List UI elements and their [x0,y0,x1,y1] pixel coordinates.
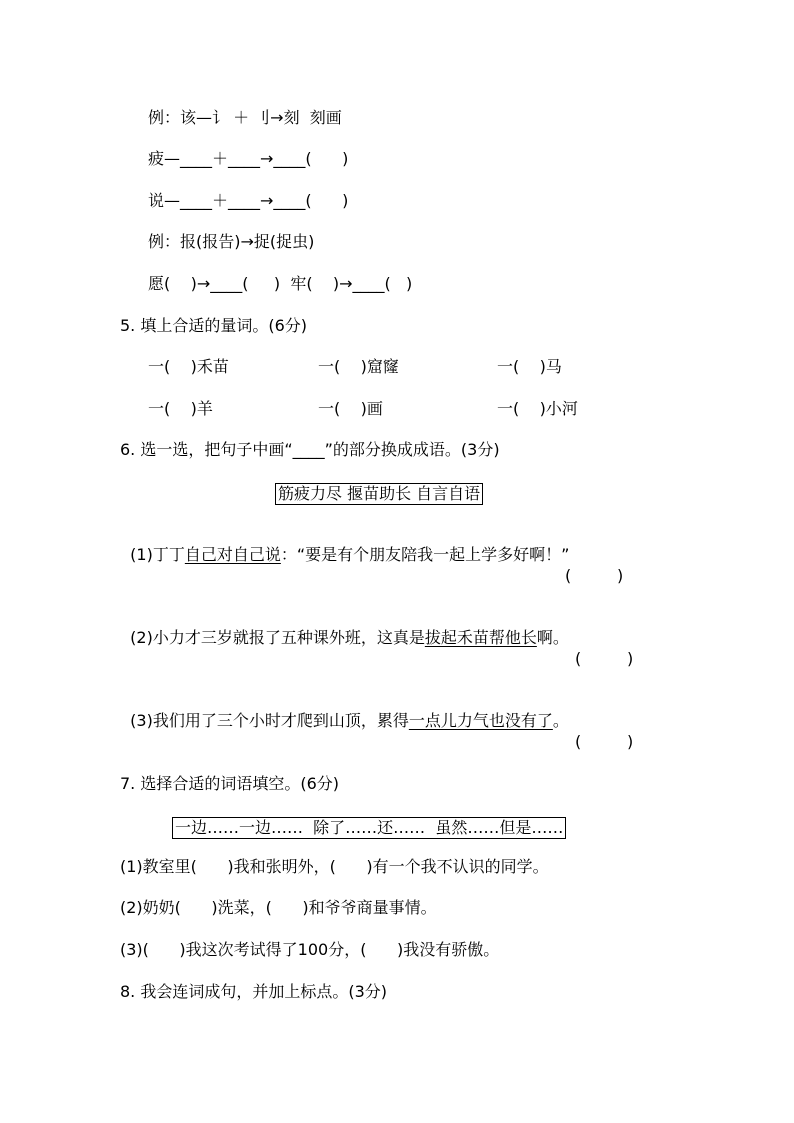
question-7-title: 7. 选择合适的词语填空。(6分) [120,774,340,793]
q6-s2-post: 啊。 [536,628,569,647]
q6-s1-pre: (1)丁丁 [130,545,185,564]
q5-item: 一( )马 [497,357,562,376]
q7-options-box: 一边……一边…… 除了……还…… 虽然……但是…… [172,817,566,839]
q6-s1-underlined: 自己对自己说 [184,545,281,564]
q6-sentence-1 [120,525,569,565]
q6-s3-pre: (3)我们用了三个小时才爬到山顶，累得 [130,711,409,730]
q5-item: 一( )禾苗 [148,357,229,376]
q6-answer-3: ( ) [575,732,634,751]
q7-sentence-1: (1)教室里( )我和张明外，( )有一个我不认识的同学。 [120,857,549,876]
q6-sentence-2 [120,608,569,648]
line-yuan-lao: 愿( )→____( ) 牢( )→____( ) [148,274,413,293]
q7-sentence-2: (2)奶奶( )洗菜，( )和爷爷商量事情。 [120,898,437,917]
q6-s2-underlined: 拔起禾苗帮他长 [424,628,537,647]
line-pi: 疲—____＋____→____( ) [148,149,349,168]
q6-s3-post: 。 [552,711,569,730]
q7-sentence-3: (3)( )我这次考试得了100分，( )我没有骄傲。 [120,940,500,959]
question-6-title: 6. 选一选，把句子中画“____”的部分换成成语。(3分) [120,440,500,459]
q5-item: 一( )小河 [497,399,578,418]
line-example-1: 例：该—讠 ＋ 刂→刻 刻画 [148,108,342,127]
q6-sentence-3 [120,691,569,731]
q6-s2-pre: (2)小力才三岁就报了五种课外班，这真是 [130,628,425,647]
line-shuo: 说—____＋____→____( ) [148,191,349,210]
q6-s1-post: ：“要是有个朋友陪我一起上学多好啊！” [280,545,570,564]
q6-answer-2: ( ) [575,649,634,668]
q5-item: 一( )羊 [148,399,213,418]
q5-item: 一( )窟窿 [318,357,399,376]
line-example-2: 例：报(报告)→捉(捉虫) [148,232,315,251]
q6-answer-1: ( ) [565,566,624,585]
q6-options-box: 筋疲力尽 揠苗助长 自言自语 [275,483,483,505]
question-8-title: 8. 我会连词成句，并加上标点。(3分) [120,982,388,1001]
q5-item: 一( )画 [318,399,383,418]
q6-s3-underlined: 一点儿力气也没有了 [408,711,553,730]
question-5-title: 5. 填上合适的量词。(6分) [120,316,308,335]
